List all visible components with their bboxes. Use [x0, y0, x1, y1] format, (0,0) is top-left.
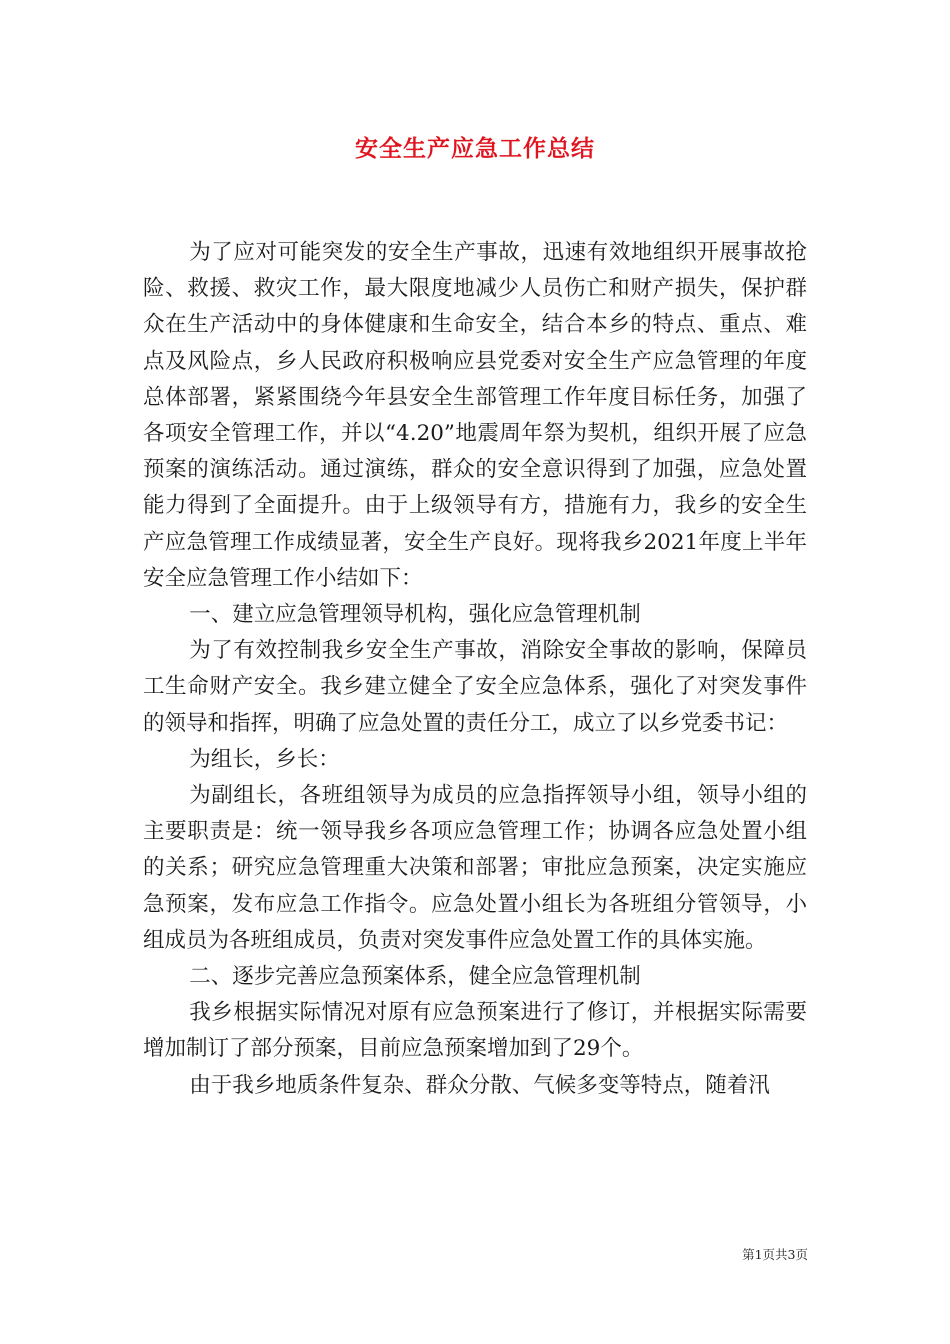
section-heading-2: 二、逐步完善应急预案体系，健全应急管理机制 [189, 964, 641, 990]
paragraph-leadership: 为了有效控制我乡安全生产事故，消除安全事故的影响，保障员工生命财产安全。我乡建立健全了安全应急体系，强化了对突发事件的领导和指挥，明确了应急处置的责任分工，成立了以乡党委书记： [143, 638, 807, 736]
paragraph-plans: 我乡根据实际情况对原有应急预案进行了修订，并根据实际需要增加制订了部分预案，目前应急预案增加到了29个。 [143, 1000, 807, 1062]
page-indicator: 第1页共3页 [742, 1247, 808, 1262]
paragraph-duties: 为副组长，各班组领导为成员的应急指挥领导小组，领导小组的主要职责是：统一领导我乡各项应急管理工作；协调各应急处置小组的关系；研究应急管理重大决策和部署；审批应急预案，决定实施应急预案，发布应急工作指令。应急处置小组长为各班组分管领导，小组成员为各班组成员，负责对突发事件应急处置工作的具体实施。 [143, 783, 807, 953]
document-body [143, 235, 807, 1104]
paragraph-leader-role: 为组长，乡长： [189, 746, 340, 772]
section-heading-1: 一、建立应急管理领导机构，强化应急管理机制 [189, 602, 641, 628]
paragraph-intro: 为了应对可能突发的安全生产事故，迅速有效地组织开展事故抢险、救援、救灾工作，最大限度地减少人员伤亡和财产损失，保护群众在生产活动中的身体健康和生命安全，结合本乡的特点、重点、难点及风险点，乡人民政府积极响应县党委对安全生产应急管理的年度总体部署，紧紧围绕今年县安全生部管理工作年度目标任务，加强了各项安全管理工作，并以“4.20”地震周年祭为契机，组织开展了应急预案的演练活动。通过演练，群众的安全意识得到了加强，应急处置能力得到了全面提升。由于上级领导有方，措施有力，我乡的安全生产应急管理工作成绩显著，安全生产良好。现将我乡2021年度上半年安全应急管理工作小结如下： [143, 240, 807, 591]
document-title: 安全生产应急工作总结 [355, 136, 595, 162]
paragraph-geology: 由于我乡地质条件复杂、群众分散、气候多变等特点，随着汛 [189, 1072, 770, 1098]
